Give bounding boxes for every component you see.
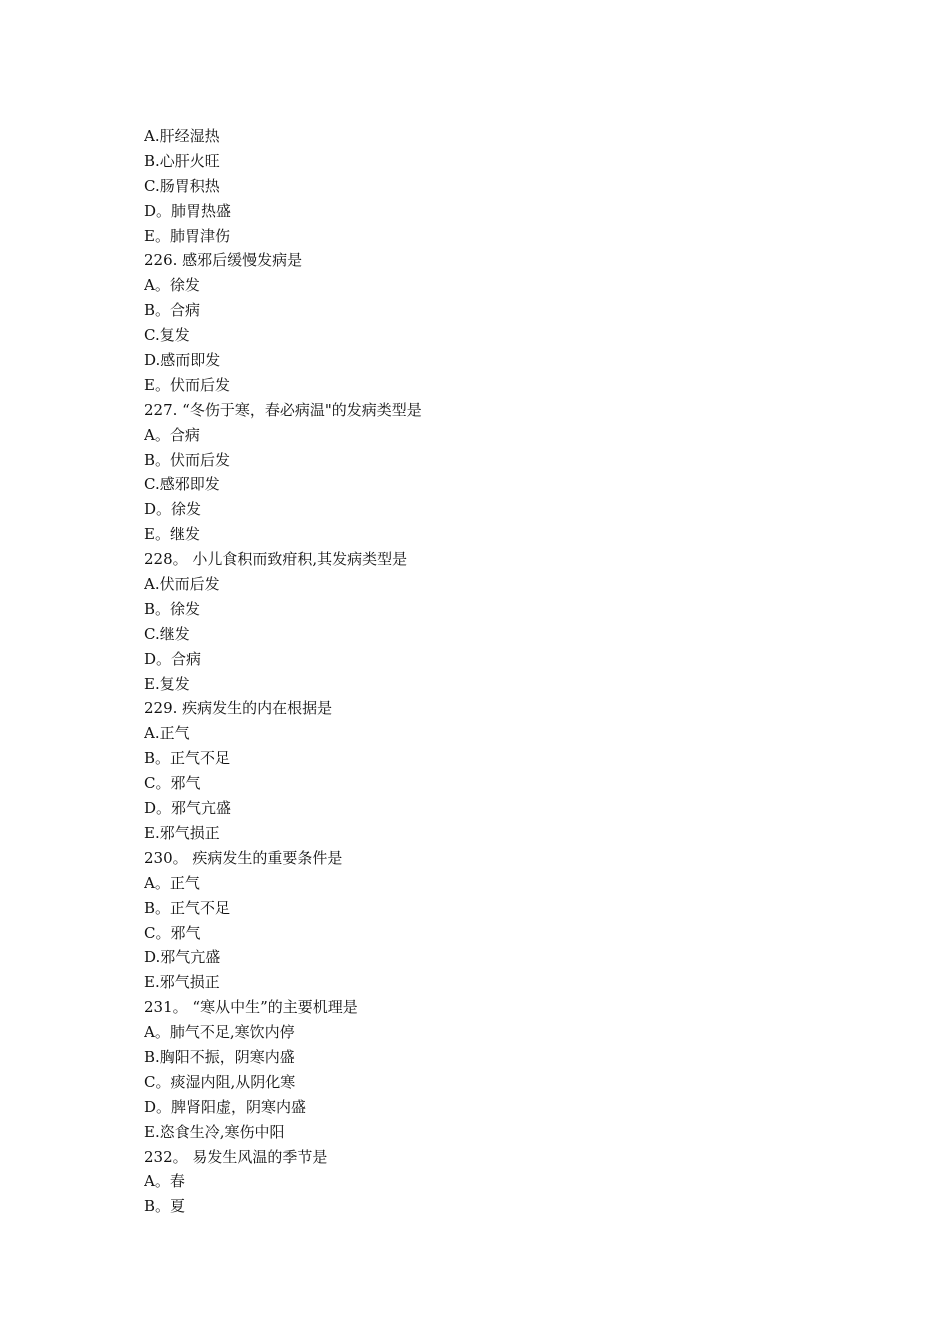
text-line: C.复发 xyxy=(144,326,190,345)
question-stem: 229. 疾病发生的内在根据是 xyxy=(144,699,333,718)
text-line: D。合病 xyxy=(144,649,202,668)
text-line: B.胸阳不振，阴寒内盛 xyxy=(144,1047,295,1066)
text-line: A。正气 xyxy=(144,873,200,892)
question-stem: 228。 小儿食积而致疳积,其发病类型是 xyxy=(144,550,408,569)
text-line: B。正气不足 xyxy=(144,898,231,917)
text-line: D。肺胃热盛 xyxy=(144,201,232,220)
text-line: D。徐发 xyxy=(144,500,202,519)
text-line: A。春 xyxy=(144,1172,185,1191)
text-line: B。夏 xyxy=(144,1197,186,1216)
text-line: B.心肝火旺 xyxy=(144,151,220,170)
text-line: E.复发 xyxy=(144,674,190,693)
text-line: E.邪气损正 xyxy=(144,823,220,842)
text-line: E.恣食生冷,寒伤中阳 xyxy=(144,1122,285,1141)
text-line: C.继发 xyxy=(144,624,190,643)
question-stem: 232。 易发生风温的季节是 xyxy=(144,1147,328,1166)
text-line: C.感邪即发 xyxy=(144,475,220,494)
question-text-body xyxy=(144,124,844,1219)
text-line: D.感而即发 xyxy=(144,351,221,370)
text-line: A。肺气不足,寒饮内停 xyxy=(144,1023,295,1042)
text-line: B。徐发 xyxy=(144,599,201,618)
text-line: D.邪气亢盛 xyxy=(144,948,221,967)
text-line: A.肝经湿热 xyxy=(144,127,220,145)
text-line: B。正气不足 xyxy=(144,749,231,768)
question-stem: 226. 感邪后缓慢发病是 xyxy=(144,251,303,270)
text-line: A。合病 xyxy=(144,425,200,444)
text-line: D。邪气亢盛 xyxy=(144,799,232,818)
text-line: A。徐发 xyxy=(144,276,200,295)
text-line: B。合病 xyxy=(144,301,201,320)
text-line: E。肺胃津伤 xyxy=(144,226,230,245)
text-line: A.伏而后发 xyxy=(144,575,220,594)
text-line: C。邪气 xyxy=(144,774,201,793)
text-line: C.肠胃积热 xyxy=(144,176,220,195)
text-line: B。伏而后发 xyxy=(144,450,231,469)
text-line: C。痰湿内阻,从阴化寒 xyxy=(144,1072,296,1091)
question-stem: 231。 “寒从中生”的主要机理是 xyxy=(144,998,358,1017)
text-line: C。邪气 xyxy=(144,923,201,942)
text-line: E.邪气损正 xyxy=(144,973,220,992)
text-line: E。继发 xyxy=(144,525,200,544)
question-stem: 230。 疾病发生的重要条件是 xyxy=(144,848,343,867)
text-line: E。伏而后发 xyxy=(144,375,230,394)
text-line: A.正气 xyxy=(144,724,190,743)
text-line: D。脾肾阳虚，阴寒内盛 xyxy=(144,1097,307,1116)
question-stem: 227. “冬伤于寒，春必病温"的发病类型是 xyxy=(144,400,422,419)
